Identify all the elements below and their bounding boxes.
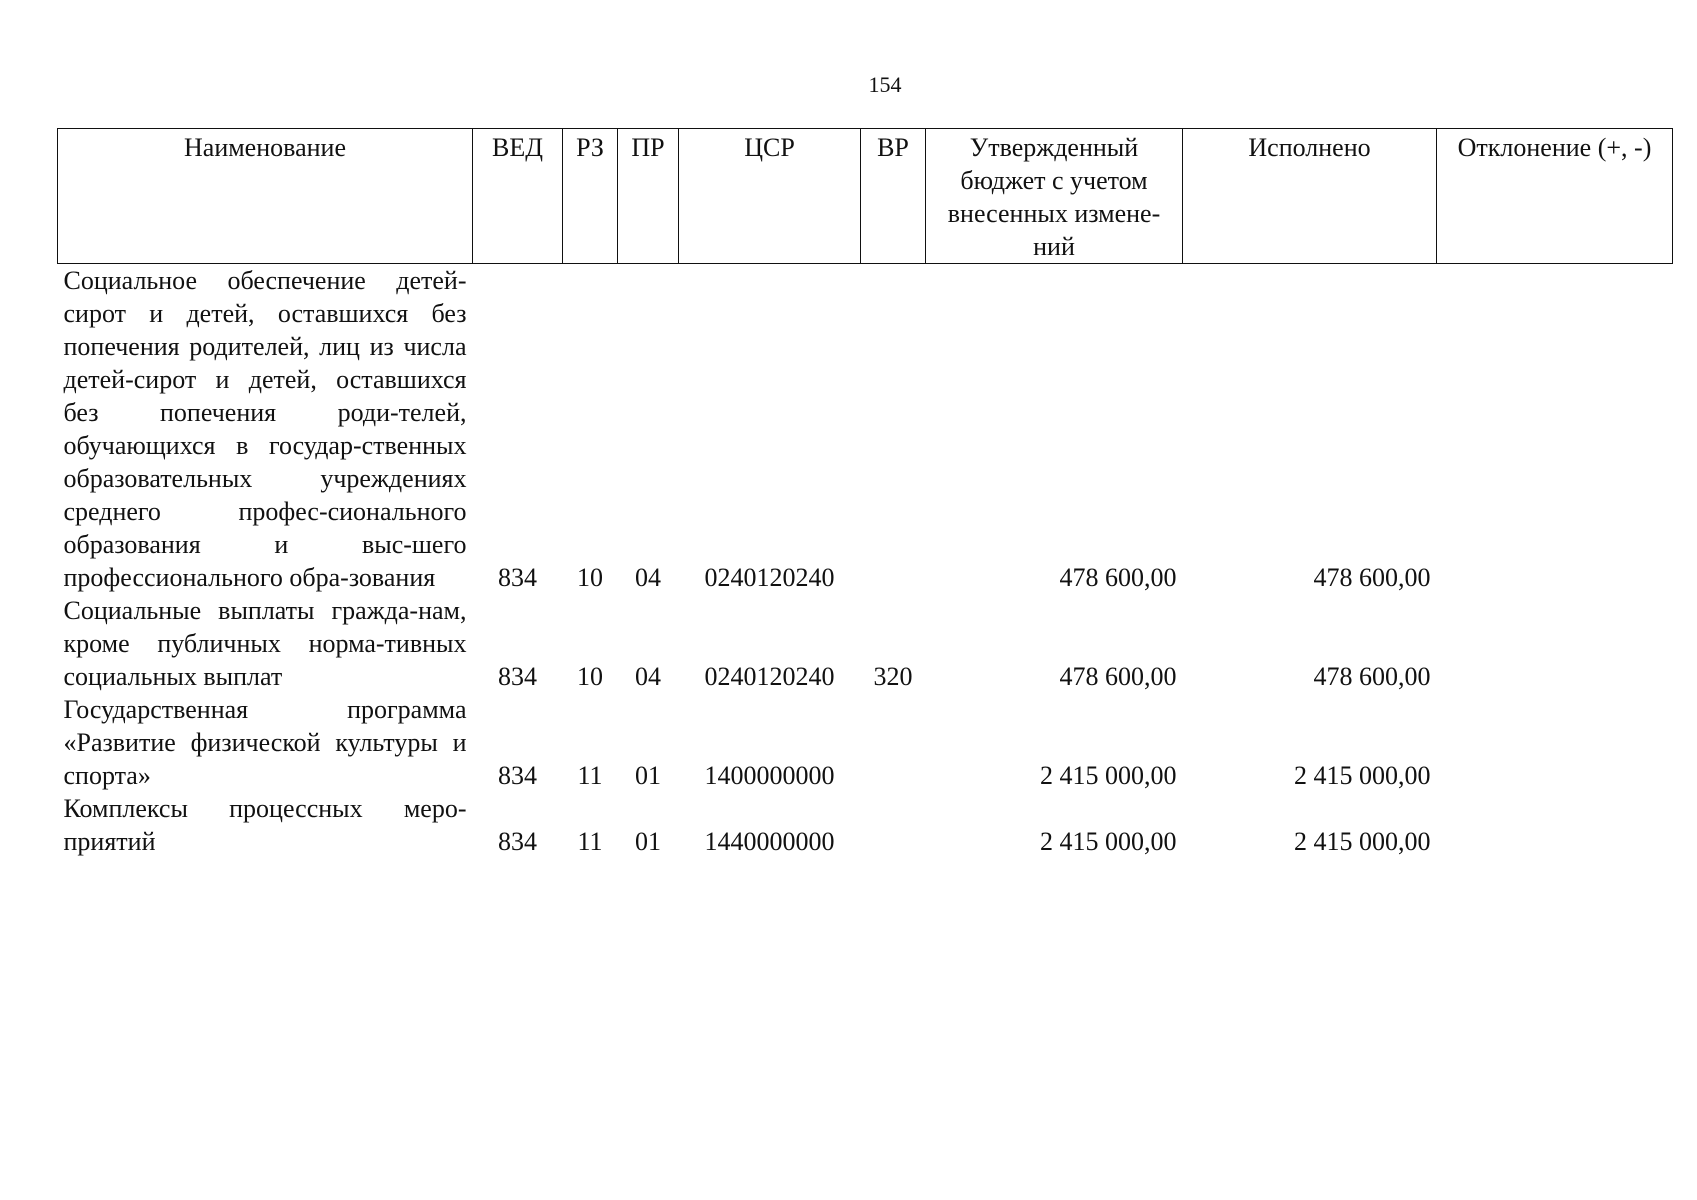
row-vr xyxy=(861,693,926,792)
row-ved: 834 xyxy=(498,827,537,856)
row-rz: 11 xyxy=(577,761,603,790)
row-csr: 1440000000 xyxy=(704,827,835,856)
header-executed: Исполнено xyxy=(1183,129,1437,264)
table-row xyxy=(58,594,1673,693)
row-executed: 478 600,00 xyxy=(1313,563,1431,592)
header-ved: ВЕД xyxy=(473,129,563,264)
header-row xyxy=(58,129,1673,264)
table-row xyxy=(58,693,1673,792)
row-rz: 10 xyxy=(577,662,603,691)
row-ved: 834 xyxy=(498,662,537,691)
row-vr: 320 xyxy=(873,662,913,691)
row-csr: 0240120240 xyxy=(704,662,835,691)
row-name: Государственная программа «Развитие физической культуры и спорта» xyxy=(63,695,467,790)
header-rz: РЗ xyxy=(563,129,618,264)
row-rz: 11 xyxy=(577,827,603,856)
row-name: Социальное обеспечение детей-сирот и детей, оставшихся без попечения родителей, лиц из числа детей-сирот и детей, оставшихся без попечения роди-телей, обучающихся в государ-ственных образовательных учреждениях среднего профес-сионального образования и выс-шего профессионального обра-зования xyxy=(63,266,467,592)
header-deviation: Отклонение (+, -) xyxy=(1437,129,1673,264)
row-csr: 1400000000 xyxy=(704,761,835,790)
header-approved: Утвержденный бюджет с учетом внесенных измене-ний xyxy=(926,129,1183,264)
header-name: Наименование xyxy=(58,129,473,264)
budget-table xyxy=(57,128,1673,858)
row-name: Социальные выплаты гражда-нам, кроме публичных норма-тивных социальных выплат xyxy=(63,596,467,691)
row-approved: 478 600,00 xyxy=(1059,662,1177,691)
table-row xyxy=(58,264,1673,595)
row-pr: 04 xyxy=(635,662,661,691)
row-ved: 834 xyxy=(498,761,537,790)
table-row xyxy=(58,792,1673,858)
row-ved: 834 xyxy=(498,563,537,592)
row-pr: 01 xyxy=(635,827,661,856)
row-deviation xyxy=(1437,693,1673,792)
row-pr: 01 xyxy=(635,761,661,790)
row-approved: 2 415 000,00 xyxy=(1040,827,1177,856)
row-vr xyxy=(861,792,926,858)
row-deviation xyxy=(1437,594,1673,693)
row-rz: 10 xyxy=(577,563,603,592)
row-executed: 2 415 000,00 xyxy=(1294,827,1431,856)
row-vr xyxy=(861,264,926,595)
header-vr: ВР xyxy=(861,129,926,264)
header-pr: ПР xyxy=(618,129,679,264)
row-name: Комплексы процессных меро-приятий xyxy=(63,794,467,856)
row-deviation xyxy=(1437,264,1673,595)
row-approved: 478 600,00 xyxy=(1059,563,1177,592)
row-deviation xyxy=(1437,792,1673,858)
row-executed: 2 415 000,00 xyxy=(1294,761,1431,790)
row-pr: 04 xyxy=(635,563,661,592)
page-number: 154 xyxy=(868,72,902,97)
header-csr: ЦСР xyxy=(679,129,861,264)
row-executed: 478 600,00 xyxy=(1313,662,1431,691)
row-approved: 2 415 000,00 xyxy=(1040,761,1177,790)
row-csr: 0240120240 xyxy=(704,563,835,592)
